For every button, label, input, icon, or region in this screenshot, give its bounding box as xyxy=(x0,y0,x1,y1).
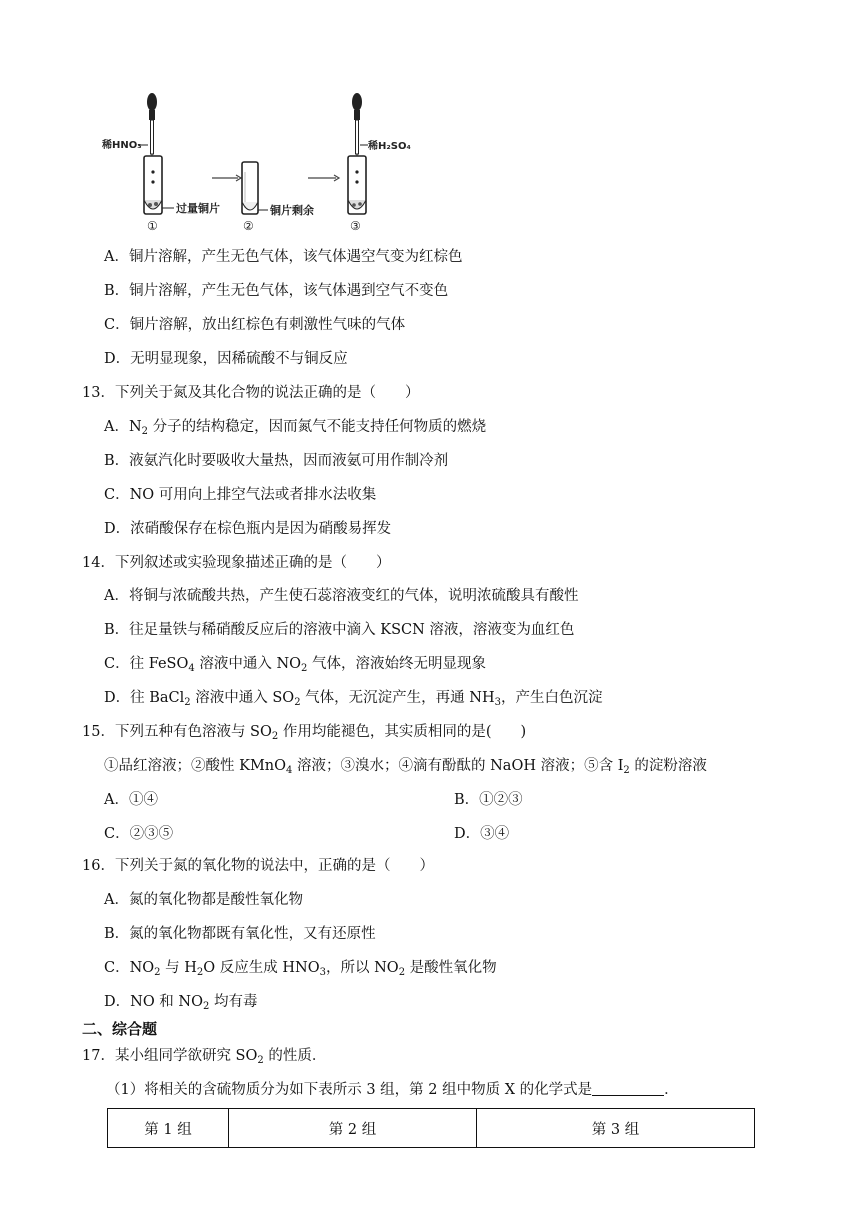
test-tube-2 xyxy=(242,162,258,214)
acid-label-left: 稀HNO₃ xyxy=(102,140,142,151)
q14-option-a: A．将铜与浓硫酸共热，产生使石蕊溶液变红的气体，说明浓硫酸具有酸性 xyxy=(104,588,579,604)
tube2-number: ② xyxy=(243,219,254,233)
q17-stem: 17．某小组同学欲研究 $SO_2$ 的性质． xyxy=(82,1048,327,1066)
acid-label-right: 稀H₂SO₄ xyxy=(368,141,411,152)
q17-sub1: （1）将相关的含硫物质分为如下表所示 3 组，第 2 组中物质 X 的化学式是 ． xyxy=(106,1082,679,1098)
table-header-cell: 第 2 组 xyxy=(229,1109,477,1148)
q13-option-c: C．NO 可用向上排空气法或者排水法收集 xyxy=(104,487,377,503)
q14-stem: 14．下列叙述或实验现象描述正确的是（ ） xyxy=(82,555,391,571)
experiment-figure xyxy=(100,92,430,234)
q13-option-a: A．$N_2$ 分子的结构稳定，因而氮气不能支持任何物质的燃烧 xyxy=(104,419,487,437)
q14-option-c: C．往 FeSO$_4$ 溶液中通入 $NO_2$ 气体，溶液始终无明显现象 xyxy=(104,656,487,674)
q16-option-c: C．$NO_2$ 与 $H_2O$ 反应生成 $HNO_3$，所以 $NO_2$ 是酸性氧化物 xyxy=(104,960,497,978)
q12-option-c: C．铜片溶解，放出红棕色有刺激性气味的气体 xyxy=(104,317,406,333)
q14-option-b: B．往足量铁与稀硝酸反应后的溶液中滴入 KSCN 溶液，溶液变为血红色 xyxy=(104,622,575,638)
dropper-2 xyxy=(352,93,362,162)
test-tube-1 xyxy=(144,156,162,214)
tube3-number: ③ xyxy=(350,219,361,233)
table-row xyxy=(108,1109,755,1148)
q15-option-a: A．①④ xyxy=(104,792,158,808)
q16-stem: 16．下列关于氮的氧化物的说法中，正确的是（ ） xyxy=(82,858,434,874)
q15-stem: 15．下列五种有色溶液与 $SO_2$ 作用均能褪色，其实质相同的是( ) xyxy=(82,724,527,742)
q12-option-a: A．铜片溶解，产生无色气体，该气体遇空气变为红棕色 xyxy=(104,249,463,265)
tube1-label: 过量铜片 xyxy=(176,202,220,215)
dropper-1 xyxy=(147,93,157,162)
tube2-label: 铜片剩余 xyxy=(270,204,314,217)
section-title: 二、综合题 xyxy=(82,1020,158,1038)
q13-option-d: D．浓硝酸保存在棕色瓶内是因为硝酸易挥发 xyxy=(104,521,392,537)
q15-option-b: B．①②③ xyxy=(454,792,523,808)
q15-option-c: C．②③⑤ xyxy=(104,826,174,842)
q16-option-a: A．氮的氧化物都是酸性氧化物 xyxy=(104,892,303,908)
q16-option-d: D．NO 和 $NO_2$ 均有毒 xyxy=(104,994,258,1012)
q13-option-b: B．液氨汽化时要吸收大量热，因而液氨可用作制冷剂 xyxy=(104,453,449,469)
q16-option-b: B．氮的氧化物都既有氧化性，又有还原性 xyxy=(104,926,376,942)
q13-stem: 13．下列关于氮及其化合物的说法正确的是（ ） xyxy=(82,385,420,401)
q14-option-d: D．往 BaCl$_2$ 溶液中通入 $SO_2$ 气体，无沉淀产生，再通 $NH_3$，产生白色沉淀 xyxy=(104,690,603,708)
q12-option-d: D．无明显现象，因稀硫酸不与铜反应 xyxy=(104,351,348,367)
test-tube-3 xyxy=(348,156,366,214)
tube1-number: ① xyxy=(147,219,158,233)
table-header-cell: 第 1 组 xyxy=(108,1109,229,1148)
table-header-cell: 第 3 组 xyxy=(477,1109,755,1148)
q12-option-b: B．铜片溶解，产生无色气体，该气体遇到空气不变色 xyxy=(104,283,449,299)
answer-blank[interactable] xyxy=(592,1081,664,1096)
group-table xyxy=(107,1108,755,1148)
q15-solution-list: ①品红溶液；②酸性 KMnO$_4$ 溶液；③溴水；④滴有酚酞的 NaOH 溶液；⑤含 $I_2$ 的淀粉溶液 xyxy=(104,758,707,776)
q15-option-d: D．③④ xyxy=(454,826,510,842)
